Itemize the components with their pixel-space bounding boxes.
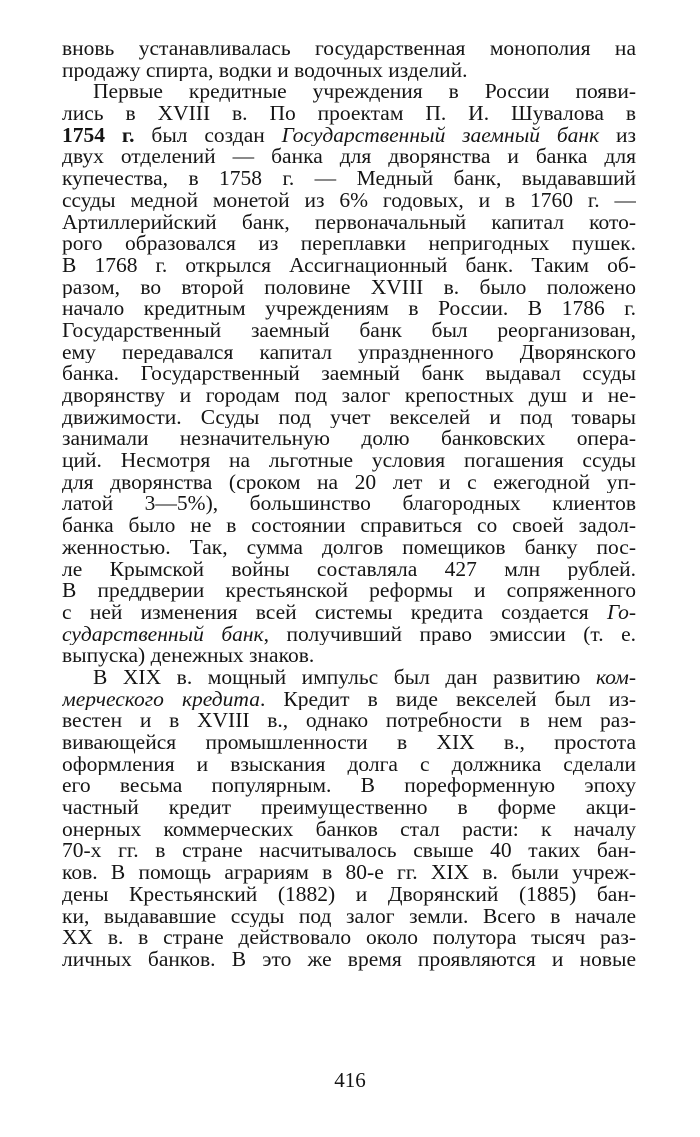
page-text	[62, 38, 636, 1108]
text-line: занимали незначительную долю банковских опера-	[62, 428, 636, 451]
text-line: вестен и в XVIII в., однако потребности в нем раз-	[62, 710, 636, 732]
text-line: его весьма популярным. В пореформенную эпоху	[62, 775, 636, 798]
italic-text-segment: Го-	[606, 601, 636, 624]
text-line: В 1768 г. открылся Ассигнационный банк. Таким об-	[62, 254, 636, 277]
text-line: ков. В помощь аграриям в 80-е гг. XIX в. были учреж-	[62, 862, 636, 884]
text-line: банка было не в состоянии справиться со своей задол-	[62, 515, 636, 537]
text-line: личных банков. В это же время проявляются и новые	[62, 948, 636, 971]
text-line: рого образовался из переплавки непригодных пушек.	[62, 233, 636, 255]
text-line	[62, 602, 636, 624]
text-line: женностью. Так, сумма долгов помещиков банку пос-	[62, 536, 636, 559]
text-line: частный кредит преимущественно в форме акци-	[62, 797, 636, 819]
text-line: ки, выдававшие ссуды под залог земли. Всего в начале	[62, 905, 636, 928]
text-line: движимости. Ссуды под учет векселей и под товары	[62, 406, 636, 429]
text-line: для дворянства (сроком на 20 лет и с ежегодной уп-	[62, 471, 636, 494]
text-line: ле Крымской войны составляла 427 млн рублей.	[62, 558, 636, 581]
text-line: выпуска) денежных знаков.	[62, 645, 315, 667]
italic-text-segment: Государственный заемный банк	[281, 124, 600, 147]
text-line: латой 3—5%), большинство благородных клиентов	[62, 493, 636, 516]
text-segment: В XIX в. мощный импульс был дан развитию	[93, 666, 596, 689]
text-line: 70-х гг. в стране насчитывалось свыше 40 таких бан-	[62, 840, 636, 863]
text-segment: лись в XVIII в. По проектам П. И. Шувалова в	[62, 103, 636, 125]
text-line: дворянству и городам под залог крепостных душ и не-	[62, 385, 636, 407]
text-line: оформления и взыскания долга с должника сделали	[62, 753, 636, 776]
text-line	[62, 689, 636, 711]
text-line: Артиллерийский банк, первоначальный капитал кото-	[62, 211, 636, 234]
italic-text-segment: мерческого кредита	[62, 688, 260, 711]
text-line: онерных коммерческих банков стал расти: к началу	[62, 818, 636, 841]
text-line: Первые кредитные учреждения в России появи-	[93, 81, 636, 104]
text-line	[62, 103, 636, 125]
text-line: разом, во второй половине XVIII в. было положено	[62, 276, 636, 299]
text-line	[62, 624, 636, 646]
bold-text-segment: 1754 г.	[62, 124, 135, 147]
text-segment: был создан	[134, 124, 282, 147]
text-line: В преддверии крестьянской реформы и сопряженного	[62, 580, 636, 602]
text-line: продажу спирта, водки и водочных изделий.	[62, 59, 468, 82]
text-segment: из	[599, 124, 636, 147]
text-line: начало кредитным учреждениям в России. В 1786 г.	[62, 298, 636, 320]
text-line: вновь устанавливалась государственная монополия на	[62, 38, 636, 60]
text-line	[62, 667, 636, 689]
text-line: Государственный заемный банк был реорганизован,	[62, 319, 636, 342]
text-segment: . Кредит в виде векселей был из-	[259, 688, 636, 711]
text-line: купечества, в 1758 г. — Медный банк, выдававший	[62, 168, 636, 190]
text-line: двух отделений — банка для дворянства и банка для	[62, 146, 636, 169]
text-segment: , получивший право эмиссии (т. е.	[263, 623, 636, 646]
text-segment: с ней изменения всей системы кредита создается	[62, 601, 607, 624]
text-line: XX в. в стране действовало около полутора тысяч раз-	[62, 927, 636, 949]
text-line	[62, 125, 636, 147]
italic-text-segment: сударственный банк	[62, 623, 264, 646]
text-line: ций. Несмотря на льготные условия погашения ссуды	[62, 450, 636, 472]
text-line: ему передавался капитал упраздненного Дворянского	[62, 341, 636, 364]
text-line: дены Крестьянский (1882) и Дворянский (1885) бан-	[62, 883, 636, 906]
text-line: ссуды медной монетой из 6% годовых, и в 1760 г. —	[62, 189, 636, 212]
text-line: вивающейся промышленности в XIX в., простота	[62, 732, 636, 754]
page-number: 416	[334, 1068, 366, 1092]
italic-text-segment: ком-	[595, 666, 636, 689]
text-line: банка. Государственный заемный банк выдавал ссуды	[62, 363, 636, 385]
